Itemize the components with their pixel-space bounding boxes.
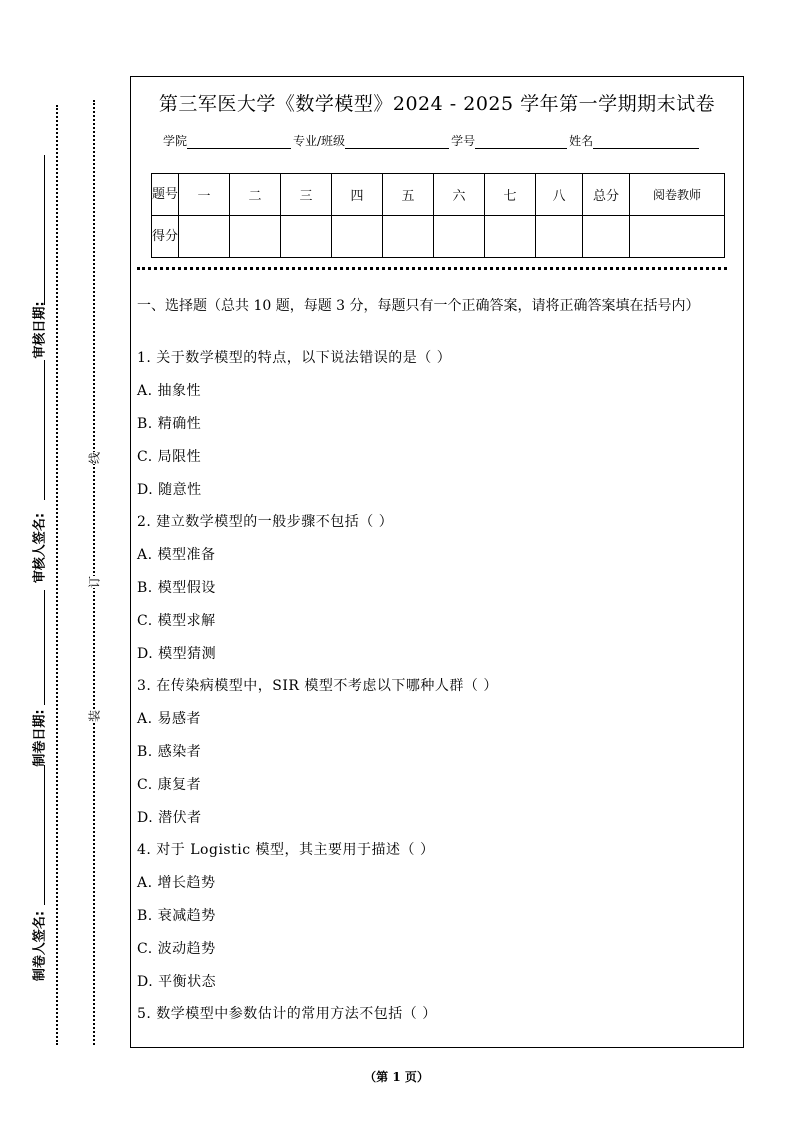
info-label-major-class: 专业/班级: [293, 134, 346, 148]
college-blank[interactable]: [187, 135, 291, 149]
question-3-option-a: A. 易感者: [137, 711, 202, 727]
question-2-option-d: D. 模型猜测: [137, 646, 217, 662]
header-cell: 四: [332, 174, 383, 216]
question-3-option-c: C. 康复者: [137, 777, 202, 793]
header-cell: 五: [383, 174, 434, 216]
score-cell[interactable]: [536, 216, 583, 258]
section-heading-block: [137, 295, 737, 318]
question-5-stem: 5. 数学模型中参数估计的常用方法不包括（ ）: [137, 1006, 437, 1022]
score-cell[interactable]: [230, 216, 281, 258]
score-cell[interactable]: [179, 216, 230, 258]
question-4-option-c: C. 波动趋势: [137, 941, 216, 957]
score-cell[interactable]: [485, 216, 536, 258]
question-2-stem: 2. 建立数学模型的一般步骤不包括（ ）: [137, 514, 394, 530]
margin-sign-line-4: [44, 765, 45, 905]
margin-sign-line-1: [44, 155, 45, 305]
question-1-option-d: D. 随意性: [137, 482, 202, 498]
score-table: [151, 173, 725, 258]
question-3-option-d: D. 潜伏者: [137, 810, 202, 826]
header-cell: 二: [230, 174, 281, 216]
page-number: （第 1 页）: [364, 1070, 429, 1084]
header-cell-question-no: 题号: [152, 174, 179, 216]
header-cell-total: 总分: [583, 174, 630, 216]
score-cell[interactable]: [434, 216, 485, 258]
margin-sign-line-3: [44, 590, 45, 705]
question-2-option-b: B. 模型假设: [137, 580, 216, 596]
header-cell: 三: [281, 174, 332, 216]
header-cell: 一: [179, 174, 230, 216]
exam-frame: [130, 76, 744, 1048]
margin-dotted-line-binding: [93, 100, 95, 1045]
question-2-option-a: A. 模型准备: [137, 547, 216, 563]
question-4-option-b: B. 衰减趋势: [137, 908, 216, 924]
question-4-stem: 4. 对于 Logistic 模型，其主要用于描述（ ）: [137, 842, 435, 858]
question-1-option-b: B. 精确性: [137, 416, 202, 432]
info-label-student-id: 学号: [451, 134, 476, 148]
header-cell: 七: [485, 174, 536, 216]
score-cell[interactable]: [332, 216, 383, 258]
section-divider: [137, 267, 727, 270]
header-cell: 八: [536, 174, 583, 216]
row-cell-score: 得分: [152, 216, 179, 258]
major-class-blank[interactable]: [345, 135, 449, 149]
info-label-name: 姓名: [569, 134, 594, 148]
score-table-header-row: [152, 174, 725, 216]
question-1-stem: 1. 关于数学模型的特点，以下说法错误的是（ ）: [137, 350, 452, 366]
name-blank[interactable]: [593, 135, 699, 149]
question-1-option-a: A. 抽象性: [137, 383, 202, 399]
student-info-row: [163, 132, 701, 149]
score-cell[interactable]: [383, 216, 434, 258]
margin-dotted-line-left: [56, 105, 58, 1045]
exam-title: 第三军医大学《数学模型》2024 - 2025 学年第一学期期末试卷: [158, 93, 716, 115]
question-3-option-b: B. 感染者: [137, 744, 202, 760]
info-label-college: 学院: [163, 134, 188, 148]
score-cell-total[interactable]: [583, 216, 630, 258]
student-id-blank[interactable]: [475, 135, 567, 149]
score-cell[interactable]: [281, 216, 332, 258]
header-cell-grader: 阅卷教师: [630, 174, 725, 216]
question-4-option-a: A. 增长趋势: [137, 875, 216, 891]
question-3-stem: 3. 在传染病模型中，SIR 模型不考虑以下哪种人群（ ）: [137, 678, 498, 694]
section-heading: 一、选择题（总共 10 题，每题 3 分，每题只有一个正确答案，请将正确答案填在括号内）: [137, 298, 700, 314]
question-2-option-c: C. 模型求解: [137, 613, 216, 629]
score-table-score-row: [152, 216, 725, 258]
question-1-option-c: C. 局限性: [137, 449, 202, 465]
question-4-option-d: D. 平衡状态: [137, 974, 217, 990]
header-cell: 六: [434, 174, 485, 216]
margin-sign-line-2: [44, 360, 45, 500]
score-cell-grader[interactable]: [630, 216, 725, 258]
